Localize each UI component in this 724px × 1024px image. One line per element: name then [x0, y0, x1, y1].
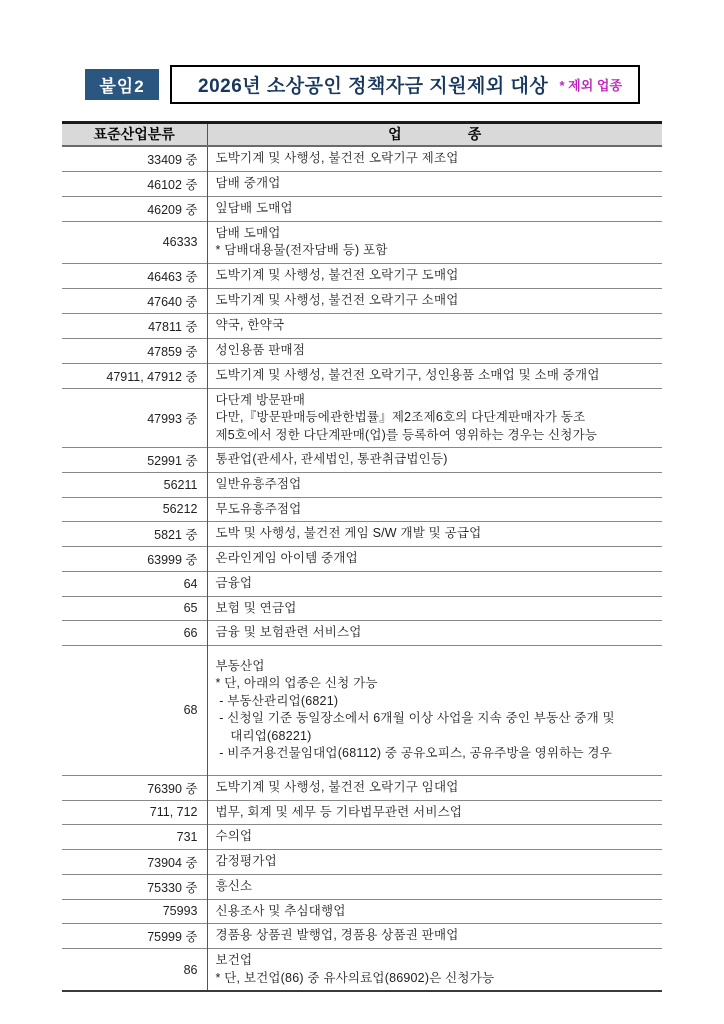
document-header — [85, 64, 640, 104]
industry-code-cell: 66 — [62, 621, 207, 646]
industry-code-cell: 65 — [62, 596, 207, 621]
industry-type-cell — [207, 547, 662, 572]
industry-type-line: * 단, 보건업(86) 중 유사의료업(86902)은 신청가능 — [215, 970, 495, 985]
industry-type-line: 성인용품 판매점 — [215, 342, 306, 357]
industry-type-cell — [207, 596, 662, 621]
industry-type-line: - 비주거용건물임대업(68112) 중 공유오피스, 공유주방을 영위하는 경우 — [215, 746, 612, 760]
industry-type-line: 제5호에서 정한 다단계판매(업)를 등록하여 영위하는 경우는 신청가능 — [215, 427, 598, 442]
industry-type-line: 대리업(68221) — [215, 728, 312, 743]
table-row — [62, 288, 662, 313]
industry-type-line: - 신청일 기준 동일장소에서 6개월 이상 사업을 지속 중인 부동산 중개 및 — [215, 711, 615, 725]
industry-code-cell: 47911, 47912 중 — [62, 363, 207, 388]
industry-code-cell: 46102 중 — [62, 171, 207, 196]
industry-type-line: 도박기계 및 사행성, 불건전 오락기구 임대업 — [215, 779, 459, 794]
industry-type-line: 도박기계 및 사행성, 불건전 오락기구 도매업 — [215, 267, 459, 282]
industry-type-line: 수의업 — [215, 829, 253, 843]
industry-type-line: 보험 및 연금업 — [215, 600, 297, 615]
industry-type-cell — [207, 448, 662, 473]
industry-code-cell: 63999 중 — [62, 547, 207, 572]
industry-type-cell — [207, 171, 662, 196]
column-header-industry-type: 업 종 — [207, 123, 662, 146]
table-row — [62, 497, 662, 522]
attachment-badge: 붙임2 — [85, 69, 159, 100]
industry-code-cell: 47811 중 — [62, 313, 207, 338]
industry-type-line: 부동산업 — [215, 658, 265, 673]
industry-type-cell — [207, 874, 662, 899]
table-row — [62, 448, 662, 473]
industry-type-line: 신용조사 및 추심대행업 — [215, 903, 346, 918]
industry-type-cell — [207, 572, 662, 597]
industry-type-cell — [207, 899, 662, 924]
industry-type-line: 경품용 상품권 발행업, 경품용 상품권 판매업 — [215, 928, 459, 943]
industry-type-line: 담배 도매업 — [215, 225, 281, 240]
industry-type-cell — [207, 363, 662, 388]
industry-type-cell — [207, 800, 662, 825]
table-header-row — [62, 123, 662, 146]
industry-type-line: 금융업 — [215, 576, 253, 590]
table-row — [62, 196, 662, 221]
industry-type-line: * 단, 아래의 업종은 신청 가능 — [215, 676, 378, 690]
industry-code-cell: 711, 712 — [62, 800, 207, 825]
industry-code-cell: 33409 중 — [62, 146, 207, 172]
industry-type-cell — [207, 288, 662, 313]
industry-type-line: 도박기계 및 사행성, 불건전 오락기구, 성인용품 소매업 및 소매 중개업 — [215, 367, 600, 382]
industry-code-cell: 64 — [62, 572, 207, 597]
industry-code-cell: 47993 중 — [62, 388, 207, 448]
table-body — [62, 146, 662, 992]
industry-code-cell: 52991 중 — [62, 448, 207, 473]
industry-code-cell: 73904 중 — [62, 849, 207, 874]
exclusion-table — [62, 121, 662, 992]
industry-type-line: 도박기계 및 사행성, 불건전 오락기구 제조업 — [215, 150, 459, 165]
table-row — [62, 363, 662, 388]
title-box — [170, 65, 640, 104]
industry-type-cell — [207, 146, 662, 172]
industry-type-line: 도박 및 사행성, 불건전 게임 S/W 개발 및 공급업 — [215, 526, 482, 541]
table-row — [62, 146, 662, 172]
industry-type-cell — [207, 645, 662, 775]
industry-type-cell — [207, 196, 662, 221]
industry-code-cell: 46463 중 — [62, 263, 207, 288]
industry-type-cell — [207, 522, 662, 547]
industry-code-cell: 86 — [62, 949, 207, 992]
table-row — [62, 547, 662, 572]
table-row — [62, 874, 662, 899]
table-row — [62, 621, 662, 646]
table-row — [62, 645, 662, 775]
industry-type-line: 금융 및 보험관련 서비스업 — [215, 625, 362, 639]
industry-code-cell: 731 — [62, 825, 207, 850]
industry-type-cell — [207, 775, 662, 800]
industry-code-cell: 47640 중 — [62, 288, 207, 313]
table-row — [62, 924, 662, 949]
table-row — [62, 221, 662, 263]
industry-code-cell: 75999 중 — [62, 924, 207, 949]
industry-type-line: 온라인게임 아이템 중개업 — [215, 551, 358, 566]
industry-code-cell: 47859 중 — [62, 338, 207, 363]
industry-code-cell: 46333 — [62, 221, 207, 263]
industry-type-line: 무도유흥주점업 — [215, 501, 302, 516]
table-row — [62, 825, 662, 850]
industry-type-line: 일반유흥주점업 — [215, 477, 302, 491]
industry-type-cell — [207, 388, 662, 448]
table-row — [62, 473, 662, 498]
industry-type-cell — [207, 849, 662, 874]
industry-code-cell: 75993 — [62, 899, 207, 924]
industry-code-cell: 46209 중 — [62, 196, 207, 221]
industry-type-line: - 부동산관리업(6821) — [215, 693, 339, 708]
industry-type-cell — [207, 825, 662, 850]
industry-code-cell: 56212 — [62, 497, 207, 522]
industry-type-line: 통관업(관세사, 관세법인, 통관취급법인등) — [215, 452, 448, 467]
industry-type-cell — [207, 473, 662, 498]
industry-type-line: 흥신소 — [215, 878, 253, 893]
table-row — [62, 949, 662, 992]
table-row — [62, 775, 662, 800]
table-row — [62, 338, 662, 363]
table-row — [62, 849, 662, 874]
industry-code-cell: 76390 중 — [62, 775, 207, 800]
industry-type-line: 도박기계 및 사행성, 불건전 오락기구 소매업 — [215, 292, 459, 307]
industry-type-line: 다단계 방문판매 — [215, 392, 306, 407]
industry-type-line: 법무, 회계 및 세무 등 기타법무관련 서비스업 — [215, 804, 463, 819]
table-row — [62, 313, 662, 338]
industry-code-cell: 5821 중 — [62, 522, 207, 547]
table-row — [62, 800, 662, 825]
table-row — [62, 263, 662, 288]
industry-type-cell — [207, 221, 662, 263]
column-header-industry-code: 표준산업분류 — [62, 123, 207, 146]
industry-type-cell — [207, 621, 662, 646]
table-row — [62, 596, 662, 621]
industry-type-line: 약국, 한약국 — [215, 317, 285, 332]
industry-type-cell — [207, 263, 662, 288]
industry-code-cell: 75330 중 — [62, 874, 207, 899]
industry-type-line: 보건업 — [215, 953, 253, 967]
industry-type-line: 담배 중개업 — [215, 175, 281, 190]
table-row — [62, 522, 662, 547]
table-row — [62, 572, 662, 597]
excluded-industries-note: * 제외 업종 — [559, 77, 622, 93]
document-title: 2026년 소상공인 정책자금 지원제외 대상 — [198, 75, 549, 97]
industry-type-line: * 담배대용물(전자담배 등) 포함 — [215, 243, 388, 257]
industry-code-cell: 68 — [62, 645, 207, 775]
table-row — [62, 388, 662, 448]
industry-type-cell — [207, 497, 662, 522]
industry-type-line: 감정평가업 — [215, 853, 277, 868]
industry-code-cell: 56211 — [62, 473, 207, 498]
table-row — [62, 899, 662, 924]
industry-type-line: 다만,『방문판매등에관한법률』제2조제6호의 다단계판매자가 동조 — [215, 410, 586, 424]
industry-type-cell — [207, 313, 662, 338]
industry-type-cell — [207, 338, 662, 363]
table-row — [62, 171, 662, 196]
industry-type-line: 잎담배 도매업 — [215, 200, 293, 215]
industry-type-cell — [207, 924, 662, 949]
industry-type-cell — [207, 949, 662, 992]
